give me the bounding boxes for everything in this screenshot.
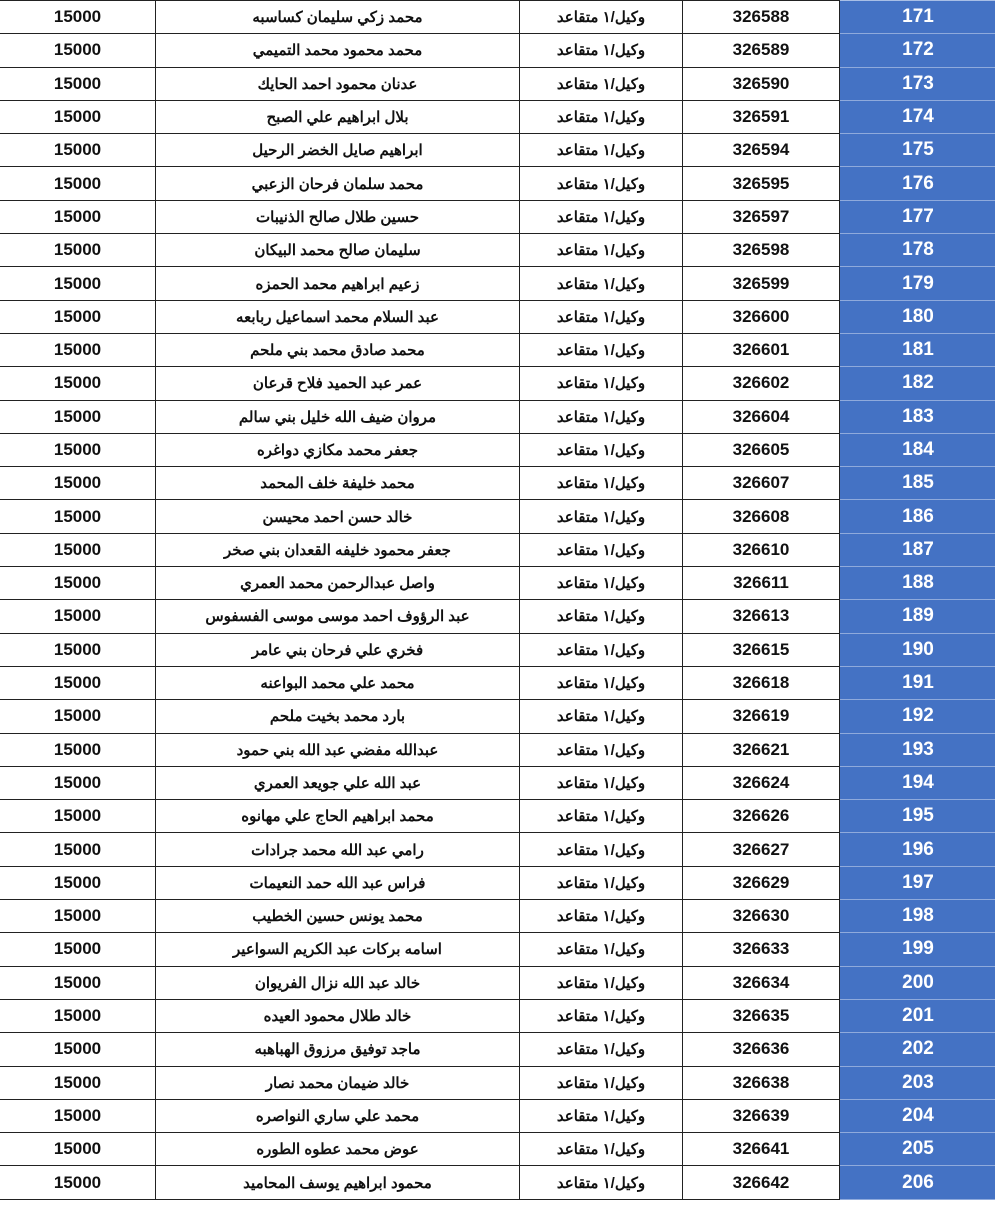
amount-cell: 15000 [0,500,156,533]
rank-status-cell: وكيل/١ متقاعد [520,866,683,899]
name-cell: فخري علي فرحان بني عامر [156,633,520,666]
table-body [0,1,995,1200]
table-row [0,766,995,799]
row-number-cell: 184 [840,433,995,466]
id-number-cell: 326621 [683,733,840,766]
table-row [0,999,995,1032]
table-row [0,500,995,533]
name-cell: جعفر محمود خليفه القعدان بني صخر [156,533,520,566]
amount-cell: 15000 [0,367,156,400]
amount-cell: 15000 [0,766,156,799]
table-row [0,134,995,167]
id-number-cell: 326610 [683,533,840,566]
rank-status-cell: وكيل/١ متقاعد [520,433,683,466]
amount-cell: 15000 [0,999,156,1032]
id-number-cell: 326599 [683,267,840,300]
id-number-cell: 326627 [683,833,840,866]
row-number-cell: 186 [840,500,995,533]
id-number-cell: 326638 [683,1066,840,1099]
rank-status-cell: وكيل/١ متقاعد [520,1066,683,1099]
amount-cell: 15000 [0,567,156,600]
row-number-cell: 201 [840,999,995,1032]
rank-status-cell: وكيل/١ متقاعد [520,1,683,34]
row-number-cell: 179 [840,267,995,300]
name-cell: محمد سلمان فرحان الزعبي [156,167,520,200]
row-number-cell: 204 [840,1099,995,1132]
amount-cell: 15000 [0,67,156,100]
rank-status-cell: وكيل/١ متقاعد [520,333,683,366]
name-cell: رامي عبد الله محمد جرادات [156,833,520,866]
id-number-cell: 326601 [683,333,840,366]
table-row [0,167,995,200]
id-number-cell: 326634 [683,966,840,999]
row-number-cell: 172 [840,34,995,67]
row-number-cell: 194 [840,766,995,799]
rank-status-cell: وكيل/١ متقاعد [520,500,683,533]
rank-status-cell: وكيل/١ متقاعد [520,567,683,600]
row-number-cell: 175 [840,134,995,167]
row-number-cell: 191 [840,666,995,699]
rank-status-cell: وكيل/١ متقاعد [520,367,683,400]
row-number-cell: 177 [840,200,995,233]
row-number-cell: 181 [840,333,995,366]
id-number-cell: 326598 [683,234,840,267]
amount-cell: 15000 [0,1166,156,1199]
id-number-cell: 326600 [683,300,840,333]
table-row [0,1099,995,1132]
amount-cell: 15000 [0,833,156,866]
amount-cell: 15000 [0,866,156,899]
amount-cell: 15000 [0,533,156,566]
table-row [0,400,995,433]
table-row [0,367,995,400]
amount-cell: 15000 [0,1033,156,1066]
id-number-cell: 326607 [683,467,840,500]
row-number-cell: 199 [840,933,995,966]
row-number-cell: 197 [840,866,995,899]
name-cell: سليمان صالح محمد البيكان [156,234,520,267]
table-row [0,67,995,100]
rank-status-cell: وكيل/١ متقاعد [520,1166,683,1199]
id-number-cell: 326588 [683,1,840,34]
table-row [0,267,995,300]
row-number-cell: 173 [840,67,995,100]
name-cell: جعفر محمد مكازي دواغره [156,433,520,466]
rank-status-cell: وكيل/١ متقاعد [520,600,683,633]
table-row [0,567,995,600]
table-row [0,1,995,34]
amount-cell: 15000 [0,300,156,333]
row-number-cell: 200 [840,966,995,999]
id-number-cell: 326615 [683,633,840,666]
id-number-cell: 326613 [683,600,840,633]
name-cell: عبد الله علي جويعد العمري [156,766,520,799]
amount-cell: 15000 [0,900,156,933]
table-row [0,933,995,966]
name-cell: محمد يونس حسين الخطيب [156,900,520,933]
rank-status-cell: وكيل/١ متقاعد [520,67,683,100]
id-number-cell: 326602 [683,367,840,400]
name-cell: مروان ضيف الله خليل بني سالم [156,400,520,433]
rank-status-cell: وكيل/١ متقاعد [520,999,683,1032]
amount-cell: 15000 [0,633,156,666]
id-number-cell: 326604 [683,400,840,433]
amount-cell: 15000 [0,467,156,500]
amount-cell: 15000 [0,600,156,633]
rank-status-cell: وكيل/١ متقاعد [520,300,683,333]
id-number-cell: 326642 [683,1166,840,1199]
row-number-cell: 182 [840,367,995,400]
rank-status-cell: وكيل/١ متقاعد [520,267,683,300]
row-number-cell: 190 [840,633,995,666]
rank-status-cell: وكيل/١ متقاعد [520,733,683,766]
id-number-cell: 326641 [683,1133,840,1166]
amount-cell: 15000 [0,200,156,233]
id-number-cell: 326595 [683,167,840,200]
row-number-cell: 206 [840,1166,995,1199]
name-cell: بلال ابراهيم علي الصبح [156,100,520,133]
table-row [0,234,995,267]
rank-status-cell: وكيل/١ متقاعد [520,400,683,433]
name-cell: عبد السلام محمد اسماعيل ربابعه [156,300,520,333]
id-number-cell: 326626 [683,800,840,833]
table-row [0,800,995,833]
rank-status-cell: وكيل/١ متقاعد [520,966,683,999]
id-number-cell: 326597 [683,200,840,233]
amount-cell: 15000 [0,234,156,267]
row-number-cell: 180 [840,300,995,333]
table-row [0,100,995,133]
table-row [0,300,995,333]
table-row [0,34,995,67]
name-cell: بارد محمد بخيت ملحم [156,700,520,733]
id-number-cell: 326619 [683,700,840,733]
name-cell: خالد طلال محمود العيده [156,999,520,1032]
table-row [0,900,995,933]
id-number-cell: 326591 [683,100,840,133]
amount-cell: 15000 [0,966,156,999]
amount-cell: 15000 [0,433,156,466]
row-number-cell: 193 [840,733,995,766]
name-cell: خالد ضيمان محمد نصار [156,1066,520,1099]
name-cell: خالد عبد الله نزال الفريوان [156,966,520,999]
id-number-cell: 326630 [683,900,840,933]
table-row [0,467,995,500]
rank-status-cell: وكيل/١ متقاعد [520,234,683,267]
row-number-cell: 183 [840,400,995,433]
table-row [0,333,995,366]
name-cell: ابراهيم صايل الخضر الرحيل [156,134,520,167]
rank-status-cell: وكيل/١ متقاعد [520,100,683,133]
row-number-cell: 174 [840,100,995,133]
id-number-cell: 326633 [683,933,840,966]
rank-status-cell: وكيل/١ متقاعد [520,766,683,799]
rank-status-cell: وكيل/١ متقاعد [520,134,683,167]
amount-cell: 15000 [0,666,156,699]
rank-status-cell: وكيل/١ متقاعد [520,34,683,67]
name-cell: محمد محمود محمد التميمي [156,34,520,67]
id-number-cell: 326594 [683,134,840,167]
amount-cell: 15000 [0,1066,156,1099]
name-cell: عمر عبد الحميد فلاح قرعان [156,367,520,400]
name-cell: عبدالله مفضي عبد الله بني حمود [156,733,520,766]
amount-cell: 15000 [0,733,156,766]
amount-cell: 15000 [0,100,156,133]
name-cell: عدنان محمود احمد الحايك [156,67,520,100]
name-cell: عبد الرؤوف احمد موسى موسى الفسفوس [156,600,520,633]
id-number-cell: 326590 [683,67,840,100]
rank-status-cell: وكيل/١ متقاعد [520,167,683,200]
table-row [0,1166,995,1199]
id-number-cell: 326635 [683,999,840,1032]
row-number-cell: 203 [840,1066,995,1099]
name-cell: اسامه بركات عبد الكريم السواعير [156,933,520,966]
name-cell: محمد علي محمد البواعنه [156,666,520,699]
table-row [0,533,995,566]
rank-status-cell: وكيل/١ متقاعد [520,833,683,866]
id-number-cell: 326611 [683,567,840,600]
rank-status-cell: وكيل/١ متقاعد [520,800,683,833]
name-cell: محمد ابراهيم الحاج علي مهانوه [156,800,520,833]
name-cell: محمد صادق محمد بني ملحم [156,333,520,366]
row-number-cell: 178 [840,234,995,267]
table-row [0,966,995,999]
row-number-cell: 185 [840,467,995,500]
id-number-cell: 326618 [683,666,840,699]
id-number-cell: 326629 [683,866,840,899]
table-row [0,1033,995,1066]
rank-status-cell: وكيل/١ متقاعد [520,467,683,500]
row-number-cell: 192 [840,700,995,733]
table-row [0,600,995,633]
name-cell: محمود ابراهيم يوسف المحاميد [156,1166,520,1199]
table-row [0,1066,995,1099]
table-row [0,700,995,733]
amount-cell: 15000 [0,134,156,167]
row-number-cell: 202 [840,1033,995,1066]
table-row [0,200,995,233]
row-number-cell: 171 [840,1,995,34]
rank-status-cell: وكيل/١ متقاعد [520,1133,683,1166]
name-cell: واصل عبدالرحمن محمد العمري [156,567,520,600]
table-row [0,1133,995,1166]
table-row [0,866,995,899]
amount-cell: 15000 [0,167,156,200]
id-number-cell: 326589 [683,34,840,67]
name-cell: فراس عبد الله حمد النعيمات [156,866,520,899]
id-number-cell: 326605 [683,433,840,466]
row-number-cell: 205 [840,1133,995,1166]
table-row [0,666,995,699]
id-number-cell: 326639 [683,1099,840,1132]
amount-cell: 15000 [0,700,156,733]
row-number-cell: 195 [840,800,995,833]
row-number-cell: 189 [840,600,995,633]
rank-status-cell: وكيل/١ متقاعد [520,200,683,233]
table-row [0,433,995,466]
amount-cell: 15000 [0,1133,156,1166]
name-cell: محمد زكي سليمان كساسبه [156,1,520,34]
table-row [0,733,995,766]
rank-status-cell: وكيل/١ متقاعد [520,666,683,699]
amount-cell: 15000 [0,267,156,300]
name-cell: ماجد توفيق مرزوق الهباهبه [156,1033,520,1066]
row-number-cell: 188 [840,567,995,600]
row-number-cell: 176 [840,167,995,200]
name-cell: خالد حسن احمد محيسن [156,500,520,533]
id-number-cell: 326608 [683,500,840,533]
amount-cell: 15000 [0,333,156,366]
table-row [0,633,995,666]
rank-status-cell: وكيل/١ متقاعد [520,533,683,566]
amount-cell: 15000 [0,800,156,833]
amount-cell: 15000 [0,933,156,966]
amount-cell: 15000 [0,1099,156,1132]
rank-status-cell: وكيل/١ متقاعد [520,700,683,733]
table-row [0,833,995,866]
id-number-cell: 326636 [683,1033,840,1066]
rank-status-cell: وكيل/١ متقاعد [520,1033,683,1066]
name-cell: محمد خليفة خلف المحمد [156,467,520,500]
rank-status-cell: وكيل/١ متقاعد [520,900,683,933]
amount-cell: 15000 [0,34,156,67]
rank-status-cell: وكيل/١ متقاعد [520,1099,683,1132]
row-number-cell: 198 [840,900,995,933]
row-number-cell: 187 [840,533,995,566]
rank-status-cell: وكيل/١ متقاعد [520,933,683,966]
amount-cell: 15000 [0,400,156,433]
name-cell: محمد علي ساري النواصره [156,1099,520,1132]
name-cell: حسين طلال صالح الذنيبات [156,200,520,233]
name-cell: زعيم ابراهيم محمد الحمزه [156,267,520,300]
rank-status-cell: وكيل/١ متقاعد [520,633,683,666]
row-number-cell: 196 [840,833,995,866]
id-number-cell: 326624 [683,766,840,799]
amount-cell: 15000 [0,1,156,34]
name-cell: عوض محمد عطوه الطوره [156,1133,520,1166]
